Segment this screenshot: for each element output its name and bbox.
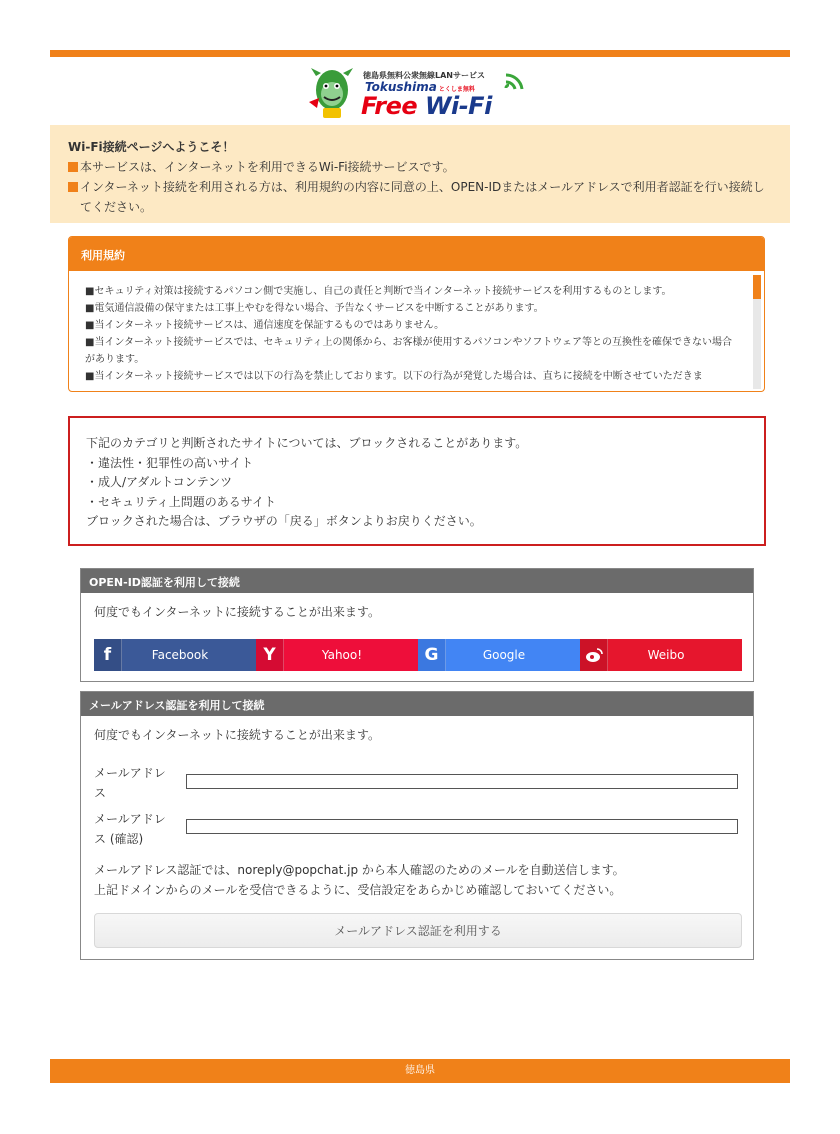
email-label: メールアドレス — [94, 766, 166, 800]
email-confirm-input[interactable] — [186, 819, 738, 834]
top-accent-bar — [50, 50, 790, 57]
mail-description: 何度でもインターネットに接続することが出来ます。 — [94, 728, 380, 742]
weibo-login-button[interactable] — [580, 639, 742, 671]
email-row — [94, 763, 739, 803]
email-input[interactable] — [186, 774, 738, 789]
bullet-square-icon — [68, 162, 78, 172]
notice-line: ・違法性・犯罪性の高いサイト — [86, 455, 254, 470]
terms-scrollbar-thumb[interactable] — [753, 275, 761, 299]
google-icon: G — [418, 639, 446, 671]
yahoo-icon: Y — [256, 639, 284, 671]
yahoo-login-button[interactable] — [256, 639, 418, 671]
terms-item: ■当インターネット接続サービスでは、セキュリティ上の関係から、お客様が使用するパソコンやソフトウェア等との互換性を確保できない場合があります。 — [85, 337, 732, 365]
terms-item: ■当インターネット接続サービスでは以下の行為を禁止しております。以下の行為が発覚した場合は、直ちに接続を中断させていただきま — [85, 371, 703, 382]
facebook-label: Facebook — [151, 648, 209, 662]
footer-text: 徳島県 — [405, 1065, 435, 1076]
social-login-buttons — [94, 639, 742, 671]
notice-line: ・セキュリティ上問題のあるサイト — [86, 494, 276, 509]
google-label: Google — [482, 648, 526, 662]
blocking-notice — [68, 416, 766, 546]
bullet-square-icon — [68, 182, 78, 192]
mail-heading: メールアドレス認証を利用して接続 — [81, 692, 753, 716]
welcome-line-text: インターネット接続を利用される方は、利用規約の内容に同意の上、OPEN-IDまたはメールアドレスで利用者認証を行い接続してください。 — [80, 180, 765, 214]
google-login-button[interactable] — [418, 639, 580, 671]
logo-tagline: 徳島県無料公衆無線LANサービス — [363, 71, 485, 80]
logo-wifi-text: Wi-Fi — [425, 92, 492, 120]
yahoo-label: Yahoo! — [321, 648, 363, 662]
terms-body[interactable] — [69, 275, 750, 391]
logo-free-text: Free — [361, 92, 418, 120]
mail-panel — [80, 691, 754, 960]
terms-item: ■電気通信設備の保守または工事上やむを得ない場合、予告なくサービスを中断することがあります。 — [85, 303, 544, 314]
mail-note — [94, 860, 625, 900]
wifi-signal-icon — [503, 70, 525, 92]
logo-free-wifi — [361, 92, 492, 120]
terms-item: ■当インターネット接続サービスは、通信速度を保証するものではありません。 — [85, 320, 445, 331]
facebook-icon: f — [94, 639, 122, 671]
terms-scrollbar[interactable] — [753, 275, 761, 389]
terms-heading: 利用規約 — [69, 237, 764, 271]
welcome-title: Wi-Fi接続ページへようこそ！ — [68, 140, 235, 154]
free-wifi-logo — [305, 64, 535, 122]
openid-panel — [80, 568, 754, 682]
notice-line: 下記のカテゴリと判断されたサイトについては、ブロックされることがあります。 — [86, 436, 528, 450]
weibo-glyph-icon — [585, 647, 603, 663]
terms-item: ■セキュリティ対策は接続するパソコン側で実施し、自己の責任と判断で当インターネット接続サービスを利用するものとします。 — [85, 286, 672, 297]
notice-line: ・成人/アダルトコンテンツ — [86, 475, 233, 489]
mail-note-line: 上記ドメインからのメールを受信できるように、受信設定をあらかじめ確認しておいてください。 — [94, 883, 622, 897]
welcome-line — [68, 157, 772, 177]
mail-auth-button[interactable]: メールアドレス認証を利用する — [94, 913, 742, 948]
footer-bar — [50, 1059, 790, 1083]
openid-heading: OPEN-ID認証を利用して接続 — [81, 569, 753, 593]
openid-description: 何度でもインターネットに接続することが出来ます。 — [94, 605, 380, 619]
email-confirm-row — [94, 809, 739, 849]
welcome-line-text: 本サービスは、インターネットを利用できるWi-Fi接続サービスです。 — [80, 160, 455, 174]
facebook-login-button[interactable] — [94, 639, 256, 671]
weibo-label: Weibo — [647, 648, 685, 662]
welcome-box — [50, 125, 790, 223]
mail-note-line: メールアドレス認証では、noreply@popchat.jp から本人確認のためのメールを自動送信します。 — [94, 863, 625, 877]
welcome-line — [68, 177, 772, 217]
mascot-icon — [305, 64, 361, 122]
terms-of-use-box — [68, 236, 765, 392]
logo-tokushima-sub: とくしま無料 — [438, 86, 475, 93]
email-confirm-label: メールアドレス (確認) — [94, 812, 166, 846]
weibo-icon — [580, 639, 608, 671]
notice-line: ブロックされた場合は、ブラウザの「戻る」ボタンよりお戻りください。 — [86, 514, 482, 528]
logo-tokushima-text: Tokushima — [365, 80, 437, 94]
